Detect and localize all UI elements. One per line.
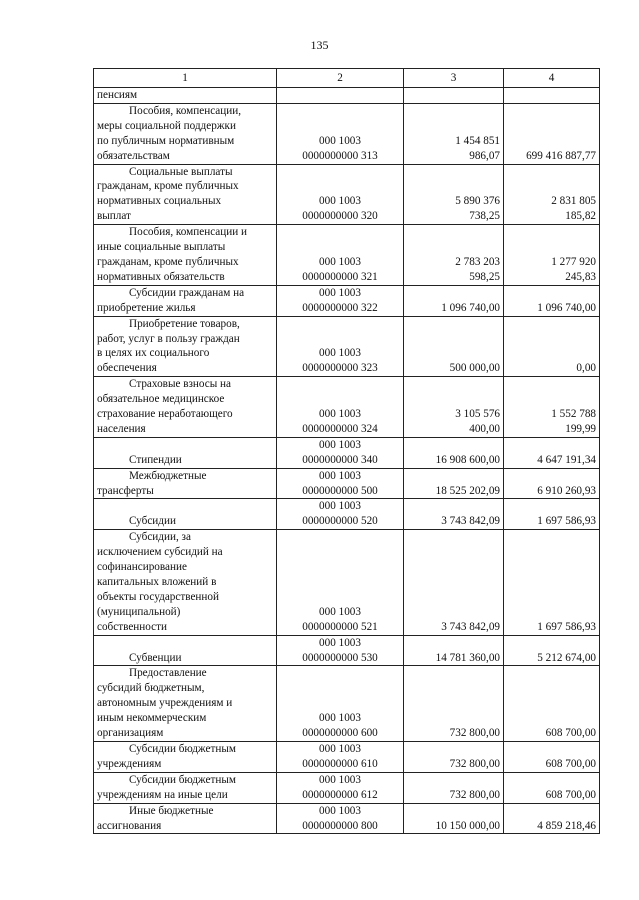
cell-text-line: иные социальные выплаты: [97, 241, 226, 254]
cell-text-line: 2 783 203: [455, 255, 500, 268]
row-value-col4-cell: [504, 88, 600, 104]
table-row: [94, 741, 600, 772]
cell-text-line: 608 700,00: [545, 727, 596, 740]
cell-text-line: 000 1003: [319, 286, 361, 299]
cell-text-line: в целях их социального: [97, 347, 210, 360]
cell-text-line: Субсидии, за: [129, 531, 191, 544]
row-value-col4-cell: [504, 530, 600, 635]
table-row: [94, 225, 600, 286]
row-code-cell: [277, 164, 404, 225]
cell-text-line: 5 212 674,00: [537, 651, 596, 664]
row-code-cell: [277, 468, 404, 499]
table-row: [94, 468, 600, 499]
cell-text-line: 3 105 576: [455, 408, 500, 421]
cell-text-line: 0000000000 322: [302, 301, 378, 314]
cell-text-line: организациям: [97, 727, 164, 740]
cell-text-line: 608 700,00: [545, 757, 596, 770]
row-code-cell: [277, 225, 404, 286]
cell-text-line: 4 647 191,34: [537, 453, 596, 466]
row-value-col3-cell: [404, 635, 504, 666]
row-name-cell: [94, 666, 277, 742]
row-value-col3-cell: [404, 772, 504, 803]
cell-text-line: Страховые взносы на: [129, 378, 232, 391]
cell-text-line: 986,07: [469, 149, 500, 162]
row-value-col3-cell: [404, 103, 504, 164]
cell-text-line: капитальных вложений в: [97, 576, 217, 588]
cell-text-line: учреждениям: [97, 757, 162, 770]
table-row: [94, 635, 600, 666]
cell-text-line: населения: [97, 422, 146, 435]
column-header-1: 1: [94, 69, 277, 88]
row-code-cell: [277, 88, 404, 104]
cell-text-line: 16 908 600,00: [435, 453, 500, 466]
cell-text-line: Субсидии бюджетным: [129, 742, 236, 755]
row-value-col4-cell: [504, 103, 600, 164]
row-value-col3-cell: [404, 377, 504, 438]
row-name-cell: [94, 285, 277, 316]
cell-text-line: автономным учреждениям и: [97, 697, 233, 710]
cell-text-line: 0000000000 600: [302, 727, 378, 740]
row-value-col4-cell: [504, 741, 600, 772]
cell-text-line: 000 1003: [319, 347, 361, 360]
row-code-cell: [277, 499, 404, 530]
row-value-col4-cell: [504, 772, 600, 803]
cell-text-line: Субсидии: [129, 515, 176, 528]
row-value-col4-cell: [504, 437, 600, 468]
cell-text-line: 1 552 788: [551, 408, 596, 421]
cell-text-line: иным некоммерческим: [97, 712, 207, 725]
cell-text-line: Субсидии гражданам на: [129, 286, 245, 299]
cell-text-line: 000 1003: [319, 773, 361, 786]
table-header-row: [94, 69, 600, 88]
cell-text-line: 10 150 000,00: [435, 819, 500, 832]
cell-text-line: 0000000000 324: [302, 422, 378, 435]
row-value-col4-cell: [504, 635, 600, 666]
row-name-cell: [94, 803, 277, 834]
cell-text-line: Субвенции: [129, 651, 182, 664]
row-value-col4-cell: [504, 803, 600, 834]
table-row: [94, 88, 600, 104]
cell-text-line: (муниципальной): [97, 605, 181, 618]
cell-text-line: ассигнования: [97, 819, 162, 832]
row-value-col4-cell: [504, 666, 600, 742]
row-name-cell: [94, 377, 277, 438]
cell-text-line: выплат: [97, 210, 131, 223]
table-row: [94, 285, 600, 316]
cell-text-line: учреждениям на иные цели: [97, 788, 228, 801]
cell-text-line: гражданам, кроме публичных: [97, 180, 239, 193]
row-value-col3-cell: [404, 741, 504, 772]
cell-text-line: 0000000000 340: [302, 453, 378, 466]
table-row: [94, 530, 600, 635]
cell-text-line: трансферты: [97, 484, 154, 497]
table-row: [94, 316, 600, 377]
cell-text-line: Стипендии: [129, 453, 182, 466]
cell-text-line: нормативных обязательств: [97, 270, 225, 283]
cell-text-line: Пособия, компенсации и: [129, 226, 248, 239]
cell-text-line: 0000000000 323: [302, 362, 378, 375]
cell-text-line: 000 1003: [319, 408, 361, 421]
row-name-cell: [94, 772, 277, 803]
row-code-cell: [277, 377, 404, 438]
cell-text-line: обязательное медицинское: [97, 393, 225, 406]
row-value-col4-cell: [504, 285, 600, 316]
cell-text-line: 0,00: [576, 362, 596, 375]
row-value-col3-cell: [404, 468, 504, 499]
cell-text-line: 000 1003: [319, 255, 361, 268]
cell-text-line: 6 910 260,93: [537, 484, 596, 497]
cell-text-line: 0000000000 320: [302, 210, 378, 223]
cell-text-line: 000 1003: [319, 804, 361, 817]
cell-text-line: 4 859 218,46: [537, 819, 596, 832]
cell-text-line: 000 1003: [319, 438, 361, 451]
column-header-2: 2: [277, 69, 404, 88]
row-value-col3-cell: [404, 316, 504, 377]
row-value-col3-cell: [404, 88, 504, 104]
cell-text-line: Социальные выплаты: [129, 165, 233, 178]
cell-text-line: страхование неработающего: [97, 408, 233, 421]
row-code-cell: [277, 316, 404, 377]
row-code-cell: [277, 741, 404, 772]
cell-text-line: обязательствам: [97, 149, 170, 162]
cell-text-line: 699 416 887,77: [526, 149, 596, 162]
cell-text-line: 245,83: [565, 270, 596, 283]
cell-text-line: 0000000000 530: [302, 651, 378, 664]
cell-text-line: субсидий бюджетным,: [97, 682, 205, 695]
cell-text-line: Пособия, компенсации,: [129, 104, 242, 117]
row-name-cell: [94, 103, 277, 164]
table-row: [94, 499, 600, 530]
cell-text-line: 0000000000 521: [302, 620, 378, 633]
cell-text-line: 1 096 740,00: [441, 301, 500, 314]
row-code-cell: [277, 666, 404, 742]
row-name-cell: [94, 225, 277, 286]
row-name-cell: [94, 635, 277, 666]
cell-text-line: 000 1003: [319, 469, 361, 482]
row-value-col4-cell: [504, 377, 600, 438]
row-value-col3-cell: [404, 666, 504, 742]
cell-text-line: 1 697 586,93: [537, 515, 596, 528]
cell-text-line: приобретение жилья: [97, 301, 196, 314]
budget-table: [93, 68, 600, 834]
cell-text-line: 14 781 360,00: [435, 651, 500, 664]
cell-text-line: 0000000000 610: [302, 757, 378, 770]
row-value-col3-cell: [404, 225, 504, 286]
cell-text-line: работ, услуг в пользу граждан: [97, 332, 240, 345]
row-value-col3-cell: [404, 164, 504, 225]
table-row: [94, 377, 600, 438]
cell-text-line: объекты государственной: [97, 590, 219, 603]
cell-text-line: 000 1003: [319, 636, 361, 649]
page-number: 135: [310, 38, 329, 52]
cell-text-line: 738,25: [469, 210, 500, 223]
cell-text-line: 18 525 202,09: [435, 484, 500, 497]
column-header-3: 3: [404, 69, 504, 88]
row-name-cell: [94, 316, 277, 377]
cell-text-line: 732 800,00: [449, 727, 500, 740]
cell-text-line: 000 1003: [319, 605, 361, 618]
row-code-cell: [277, 803, 404, 834]
cell-text-line: собственности: [97, 620, 167, 633]
row-name-cell: [94, 468, 277, 499]
cell-text-line: 608 700,00: [545, 788, 596, 801]
cell-text-line: 400,00: [469, 422, 500, 435]
cell-text-line: Субсидии бюджетным: [129, 773, 236, 786]
cell-text-line: 732 800,00: [449, 788, 500, 801]
cell-text-line: 1 697 586,93: [537, 620, 596, 633]
cell-text-line: Предоставление: [129, 667, 207, 680]
table-row: [94, 666, 600, 742]
row-value-col4-cell: [504, 316, 600, 377]
cell-text-line: 185,82: [565, 210, 596, 223]
cell-text-line: 0000000000 612: [302, 788, 378, 801]
cell-text-line: обеспечения: [97, 362, 157, 375]
row-name-cell: [94, 741, 277, 772]
cell-text-line: 000 1003: [319, 134, 361, 147]
cell-text-line: 1 277 920: [551, 255, 596, 268]
table-row: [94, 103, 600, 164]
row-name-cell: [94, 164, 277, 225]
row-value-col3-cell: [404, 803, 504, 834]
cell-text-line: по публичным нормативным: [97, 134, 235, 147]
row-code-cell: [277, 103, 404, 164]
cell-text-line: меры социальной поддержки: [97, 119, 236, 132]
cell-text-line: 000 1003: [319, 742, 361, 755]
row-value-col3-cell: [404, 499, 504, 530]
cell-text-line: 0000000000 321: [302, 270, 378, 283]
row-value-col3-cell: [404, 437, 504, 468]
row-name-cell: [94, 88, 277, 104]
row-code-cell: [277, 772, 404, 803]
column-header-4: 4: [504, 69, 600, 88]
table-row: [94, 437, 600, 468]
cell-text-line: исключением субсидий на: [97, 546, 223, 559]
cell-text-line: 000 1003: [319, 195, 361, 208]
cell-text-line: 199,99: [565, 422, 596, 435]
cell-text-line: 3 743 842,09: [441, 515, 500, 528]
cell-text-line: Приобретение товаров,: [129, 317, 240, 330]
cell-text-line: софинансирование: [97, 561, 187, 574]
table-row: [94, 772, 600, 803]
cell-text-line: Иные бюджетные: [129, 804, 214, 817]
cell-text-line: 598,25: [469, 270, 500, 283]
row-code-cell: [277, 530, 404, 635]
row-value-col4-cell: [504, 225, 600, 286]
cell-text-line: 0000000000 313: [302, 149, 378, 162]
row-name-cell: [94, 437, 277, 468]
cell-text-line: 000 1003: [319, 500, 361, 513]
row-code-cell: [277, 437, 404, 468]
cell-text-line: 0000000000 800: [302, 819, 378, 832]
cell-text-line: гражданам, кроме публичных: [97, 255, 239, 268]
row-value-col3-cell: [404, 530, 504, 635]
row-value-col4-cell: [504, 164, 600, 225]
row-value-col4-cell: [504, 468, 600, 499]
row-code-cell: [277, 285, 404, 316]
cell-text-line: 5 890 376: [455, 195, 500, 208]
table-row: [94, 803, 600, 834]
cell-text-line: 2 831 805: [551, 195, 596, 208]
cell-text-line: 000 1003: [319, 712, 361, 725]
table-row: [94, 164, 600, 225]
cell-text-line: пенсиям: [97, 89, 138, 101]
row-value-col3-cell: [404, 285, 504, 316]
cell-text-line: нормативных социальных: [97, 195, 222, 208]
row-code-cell: [277, 635, 404, 666]
cell-text-line: 0000000000 500: [302, 484, 378, 497]
cell-text-line: 1 096 740,00: [537, 301, 596, 314]
cell-text-line: 732 800,00: [449, 757, 500, 770]
row-name-cell: [94, 530, 277, 635]
cell-text-line: 3 743 842,09: [441, 620, 500, 633]
cell-text-line: Межбюджетные: [129, 469, 207, 482]
cell-text-line: 500 000,00: [449, 362, 500, 375]
row-value-col4-cell: [504, 499, 600, 530]
cell-text-line: 0000000000 520: [302, 515, 378, 528]
cell-text-line: 1 454 851: [455, 134, 500, 147]
row-name-cell: [94, 499, 277, 530]
